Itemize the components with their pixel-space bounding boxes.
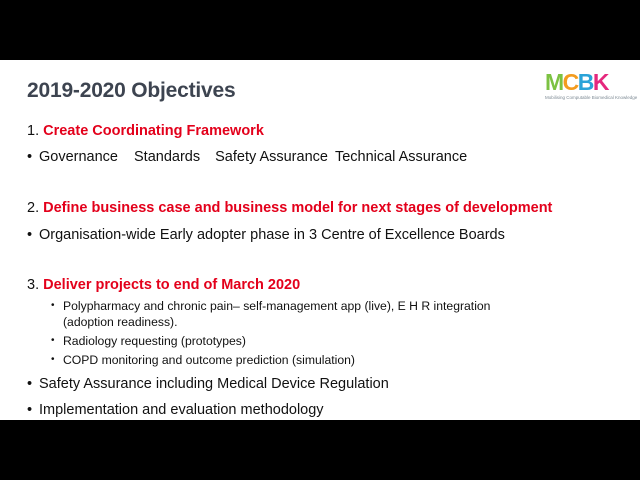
sub-bullet-text: (adoption readiness). [63,315,178,329]
bullet-dot: • [51,354,55,365]
objective-3-heading [27,277,300,293]
slide [0,60,640,420]
bullet-dot: • [27,376,33,392]
bullet-item-governance: Governance [39,149,118,165]
logo-letter-b: B [577,69,593,95]
bullet-text: Organisation-wide Early adopter phase in 3 Centre of Excellence Boards [39,227,505,243]
objective-number: 2. [27,200,40,216]
sub-bullet-text: Polypharmacy and chronic pain– self-management app (live), E H R integration [63,299,491,313]
objective-title: Create Coordinating Framework [43,123,264,139]
logo-letter-c: C [562,69,578,95]
bullet-dot: • [27,227,33,243]
slide-title: 2019-2020 Objectives [27,79,236,102]
sub-bullet-text: Radiology requesting (prototypes) [63,334,246,348]
bullet-item-technical-assurance: Technical Assurance [334,149,468,165]
objective-number: 3. [27,277,40,293]
objective-2-heading [27,200,552,216]
logo-letter-k: K [592,69,609,95]
objective-number: 1. [27,123,40,139]
bullet-item-standards: Standards [134,149,201,165]
bullet-text: Implementation and evaluation methodology [39,402,324,418]
bullet-dot: • [51,300,55,311]
bullet-dot: • [51,335,55,346]
sub-bullet-text: COPD monitoring and outcome prediction (simulation) [63,353,355,367]
bullet-item-safety-assurance: Safety Assurance [215,149,328,165]
objective-1-heading [27,123,264,139]
logo-tagline: Mobilising Computable Biomedical Knowledge [545,95,638,100]
mcbk-logo [545,69,638,103]
bullet-text: Safety Assurance including Medical Device Regulation [39,376,389,392]
objective-title: Deliver projects to end of March 2020 [43,277,301,293]
bullet-dot: • [27,149,33,165]
logo-letter-m: M [545,69,563,95]
bullet-dot: • [27,402,33,418]
objective-title: Define business case and business model for next stages of development [43,200,553,216]
